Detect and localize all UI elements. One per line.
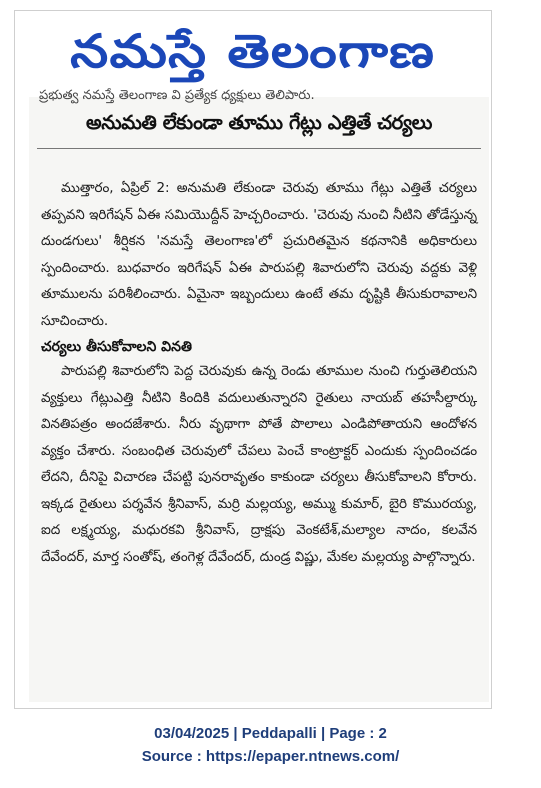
footer-source-line: Source : https://epaper.ntnews.com/ [141,748,400,765]
article-paragraph-1 [41,175,477,334]
headline-divider [37,148,481,149]
article-clipping [29,88,489,702]
newspaper-clipping-frame [14,10,492,709]
masthead-title: నమస్తే తెలంగాణ [70,24,436,78]
article-subheading: చర్యలు తీసుకోవాలని వినతి [41,339,192,355]
masthead [15,11,491,91]
previous-article-fragment: ప్రభుత్వ నమస్తే తెలంగాణ వి ప్రత్యేక ధ్యక్షులు తెలిపారు. [39,88,315,103]
article-headline: అనుమతి లేకుండా తూము గేట్లు ఎత్తితే చర్యలు [86,111,432,134]
article-body [41,175,477,570]
paragraph-1-text: ముత్తారం, ఏప్రిల్ 2: అనుమతి లేకుండా చెరువు తూము గేట్లు ఎత్తితే చర్యలు తప్పవని ఇరిగేషన్ ఏఈ సమియొద్దీన్ హెచ్చరించారు. 'చెరువు నుంచి నీటిని తోడేస్తున్న దుండగులు' శీర్షికన 'నమస్తే తెలంగాణ'లో ప్రచురితమైన కథనానికి అధికారులు స్పందించారు. బుధవారం ఇరిగేషన్ ఏఈ పారుపల్లి శివారులోని చెరువు వద్దకు వెళ్లి తూములను పరిశీలించారు. ఏమైనా ఇబ్బందులు ఉంటే తమ దృష్టికి తీసుకురావాలని సూచించారు. [41,180,477,329]
paragraph-2-text: పారుపల్లి శివారులోని పెద్ద చెరువుకు ఉన్న రెండు తూముల నుంచి గుర్తుతెలియని వ్యక్తులు గేట్లుఎత్తి నీటిని కిందికి వదులుతున్నారని రైతులు నాయబ్ తహసీల్దార్కు వినతిపత్రం అందజేశారు. నీరు వృథాగా పోతే పొలాలు ఎండిపోతాయని ఆందోళన వ్యక్తం చేశారు. సంబంధిత చెరువులో చేపలు పెంచే కాంట్రాక్టర్ ఎందుకు స్పందించడం లేదని, దీనిపై విచారణ చేపట్టి పునరావృతం కాకుండా చర్యలు తీసుకోవాలని కోరారు. ఇక్కడ రైతులు పర్శవేన శ్రీనివాస్, మర్రి మల్లయ్య, అమ్ము కుమార్, బైరి కొమురయ్య, ఐద లక్ష్మయ్య, మధురకవి శ్రీనివాస్, ద్రాక్షపు వెంకటేశ్,మల్యాల నాదం, కలవేన దేవేందర్, మార్త సంతోష్, తంగెళ్ల దేవేందర్, దుండ్ర విష్ణు, మేకల మల్లయ్య పాల్గొన్నారు. [41,363,477,565]
footer-date-line: 03/04/2025 | Peddapalli | Page : 2 [154,725,387,742]
article-paragraph-2 [41,358,477,570]
